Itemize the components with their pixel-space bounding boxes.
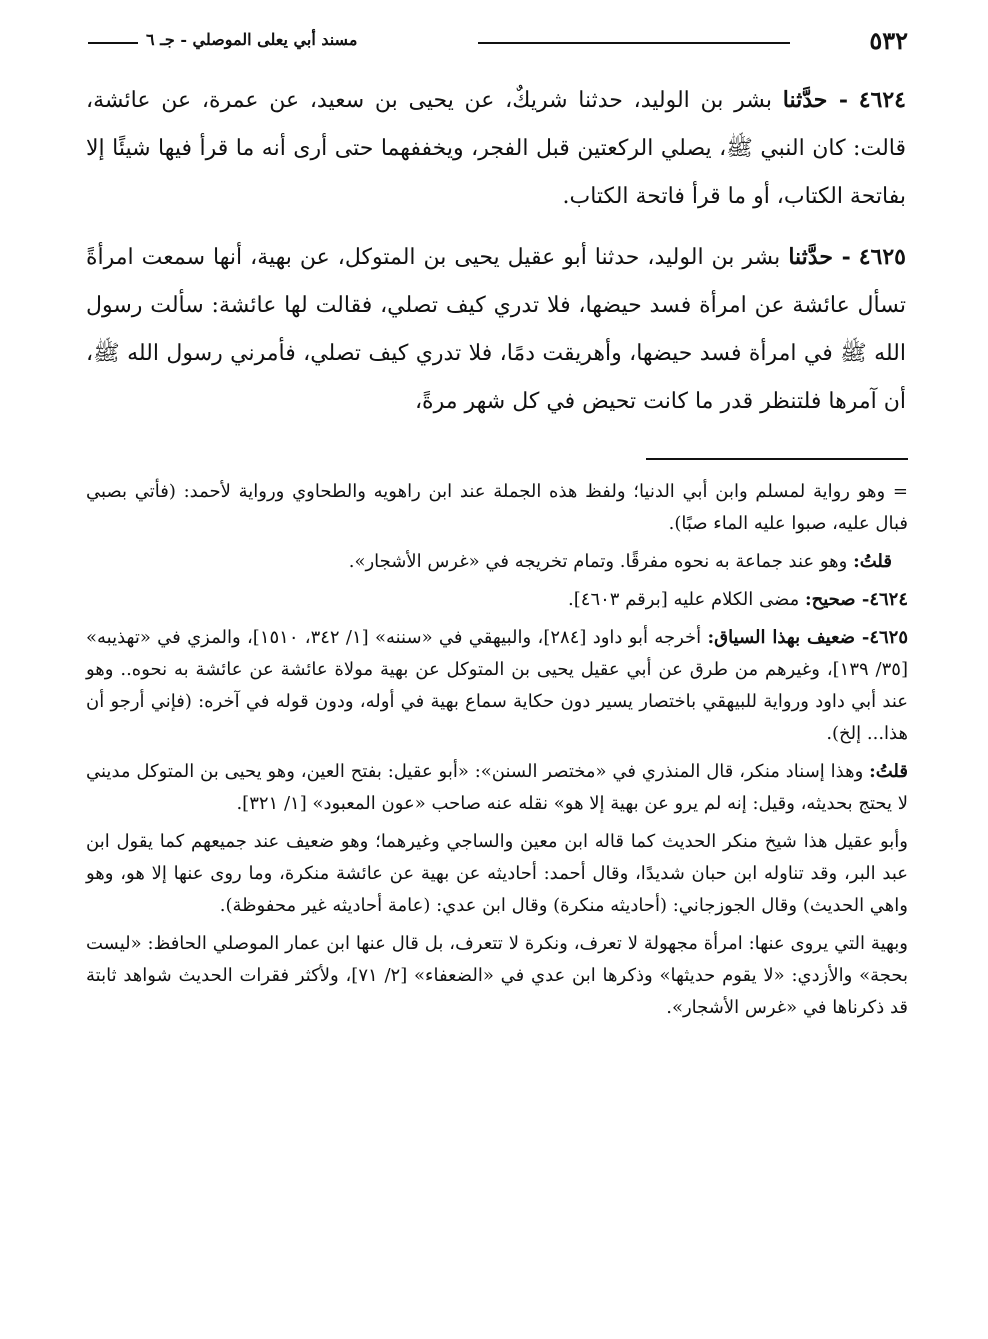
footnote-paragraph xyxy=(86,928,908,1024)
footnotes xyxy=(86,476,908,1030)
footnote-lead: قلتُ: xyxy=(853,551,892,572)
footnote-continuation xyxy=(86,476,908,540)
footnote-text: مضى الكلام عليه [برقم ٤٦٠٣]. xyxy=(568,589,800,610)
footnote-text: وبهية التي يروى عنها: امرأة مجهولة لا تعرف، ونكرة لا تتعرف، بل قال عنها ابن عمار الموصلي الحافظ: «ليست بحجة» والأزدي: «لا يقوم حديثها» وذكرها ابن عدي في «الضعفاء» [٢/ ٧١]، ولأكثر فقرات الحديث شواهد ثابتة قد ذكرناها في «غرس الأشجار». xyxy=(86,933,908,1018)
header-rule xyxy=(478,42,790,44)
page-number: ٥٣٢ xyxy=(869,26,908,55)
hadith-number: ٤٦٢٤ xyxy=(858,87,906,113)
header-rule-end xyxy=(88,42,138,44)
hadith-4625: ٤٦٢٥ - حدَّثنا بشر بن الوليد، حدثنا أبو عقيل يحيى بن المتوكل، عن بهية، أنها سمعت امرأةً تسأل عائشة عن امرأة فسد حيضها، فلا تدري كيف تصلي، فقالت لها عائشة: سألت رسول الله ﷺ في امرأة فسد حيضها، وأهريقت دمًا، فلا تدري كيف تصلي، فأمرني رسول الله ﷺ، أن آمرها فلتنظر قدر ما كانت تحيض في كل شهر مرةً، xyxy=(86,244,906,414)
hadith-intro: حدَّثنا xyxy=(788,244,833,270)
footnote-remark xyxy=(86,546,908,578)
footnote-text: أخرجه أبو داود [٢٨٤]، والبيهقي في «سننه» [١/ ٣٤٢، ١٥١٠]، والمزي في «تهذيبه» [٣٥/ ١٣٩]، وغيرهم من طرق عن أبي عقيل يحيى بن المتوكل عن بهية مولاة عائشة عن عائشة به نحوه.. وهو عند أبي داود ورواية للبيهقي باختصار يسير دون حكاية سماع بهية في أوله، ودون قوله في آخره: (فإني أرجو أن هذا... إلخ). xyxy=(86,627,908,744)
running-title: مسند أبي يعلى الموصلي - جـ ٦ xyxy=(146,30,358,49)
footnote-text: وهو عند جماعة به نحوه مفرقًا. وتمام تخريجه في «غرس الأشجار». xyxy=(348,551,848,572)
hadith-intro: حدَّثنا xyxy=(782,87,828,113)
footnote-remark xyxy=(86,756,908,820)
footnote-4624 xyxy=(86,584,908,616)
hadith-text xyxy=(86,76,906,438)
footnote-lead: ٤٦٢٤- صحيح: xyxy=(804,589,908,610)
footnote-text: وهذا إسناد منكر، قال المنذري في «مختصر السنن»: «أبو عقيل: بفتح العين، وهو يحيى بن المتوكل مديني لا يحتج بحديثه، وقيل: إنه لم يرو عن بهية إلا هو» نقله عنه صاحب «عون المعبود» [١/ ٣٢١]. xyxy=(86,761,908,814)
footnote-text: وأبو عقيل هذا شيخ منكر الحديث كما قاله ابن معين والساجي وغيرهما؛ وهو ضعيف عند جميعهم كما يقول ابن عبد البر، وقد تناوله ابن حبان شديدًا، وقال أحمد: أحاديثه عن بهية عن عائشة منكرة، وما روى عنها إلا هو، وهو واهي الحديث) وقال الجوزجاني: (أحاديثه منكرة) وقال ابن عدي: (عامة أحاديثه غير محفوظة). xyxy=(86,831,908,916)
hadith-body: بشر بن الوليد، حدثنا شريكٌ، عن يحيى بن سعيد، عن عمرة، عن عائشة، قالت: كان النبي ﷺ، يصلي الركعتين قبل الفجر، ويخففهما حتى أرى أنه ما قرأ فيها شيئًا إلا بفاتحة الكتاب، أو ما قرأ فاتحة الكتاب. xyxy=(86,88,906,209)
hadith-number: ٤٦٢٥ xyxy=(858,244,906,270)
hadith-body: بشر بن الوليد، حدثنا أبو عقيل يحيى بن المتوكل، عن بهية، أنها سمعت امرأةً تسأل عائشة عن امرأة فسد حيضها، فلا تدري كيف تصلي، فقالت لها عائشة: سألت رسول الله ﷺ في امرأة فسد حيضها، وأهريقت دمًا، فلا تدري كيف تصلي، فأمرني رسول الله ﷺ، أن آمرها فلتنظر قدر ما كانت تحيض في كل شهر مرةً، xyxy=(86,245,906,414)
footnote-4625 xyxy=(86,622,908,750)
page-header xyxy=(88,26,908,56)
footnote-paragraph xyxy=(86,826,908,922)
footnote-lead: قلتُ: xyxy=(869,761,908,782)
footnote-lead: ٤٦٢٥- ضعيف بهذا السياق: xyxy=(707,627,908,648)
footnote-text: = وهو رواية لمسلم وابن أبي الدنيا؛ ولفظ هذه الجملة عند ابن راهويه والطحاوي ورواية لأحمد: (فأتي بصبي فبال عليه، صبوا عليه الماء صبًا). xyxy=(86,481,908,534)
hadith-4624: ٤٦٢٤ - حدَّثنا بشر بن الوليد، حدثنا شريكٌ، عن يحيى بن سعيد، عن عمرة، عن عائشة، قالت: كان النبي ﷺ، يصلي الركعتين قبل الفجر، ويخففهما حتى أرى أنه ما قرأ فيها شيئًا إلا بفاتحة الكتاب، أو ما قرأ فاتحة الكتاب. xyxy=(86,87,906,209)
footnote-divider xyxy=(646,458,908,460)
